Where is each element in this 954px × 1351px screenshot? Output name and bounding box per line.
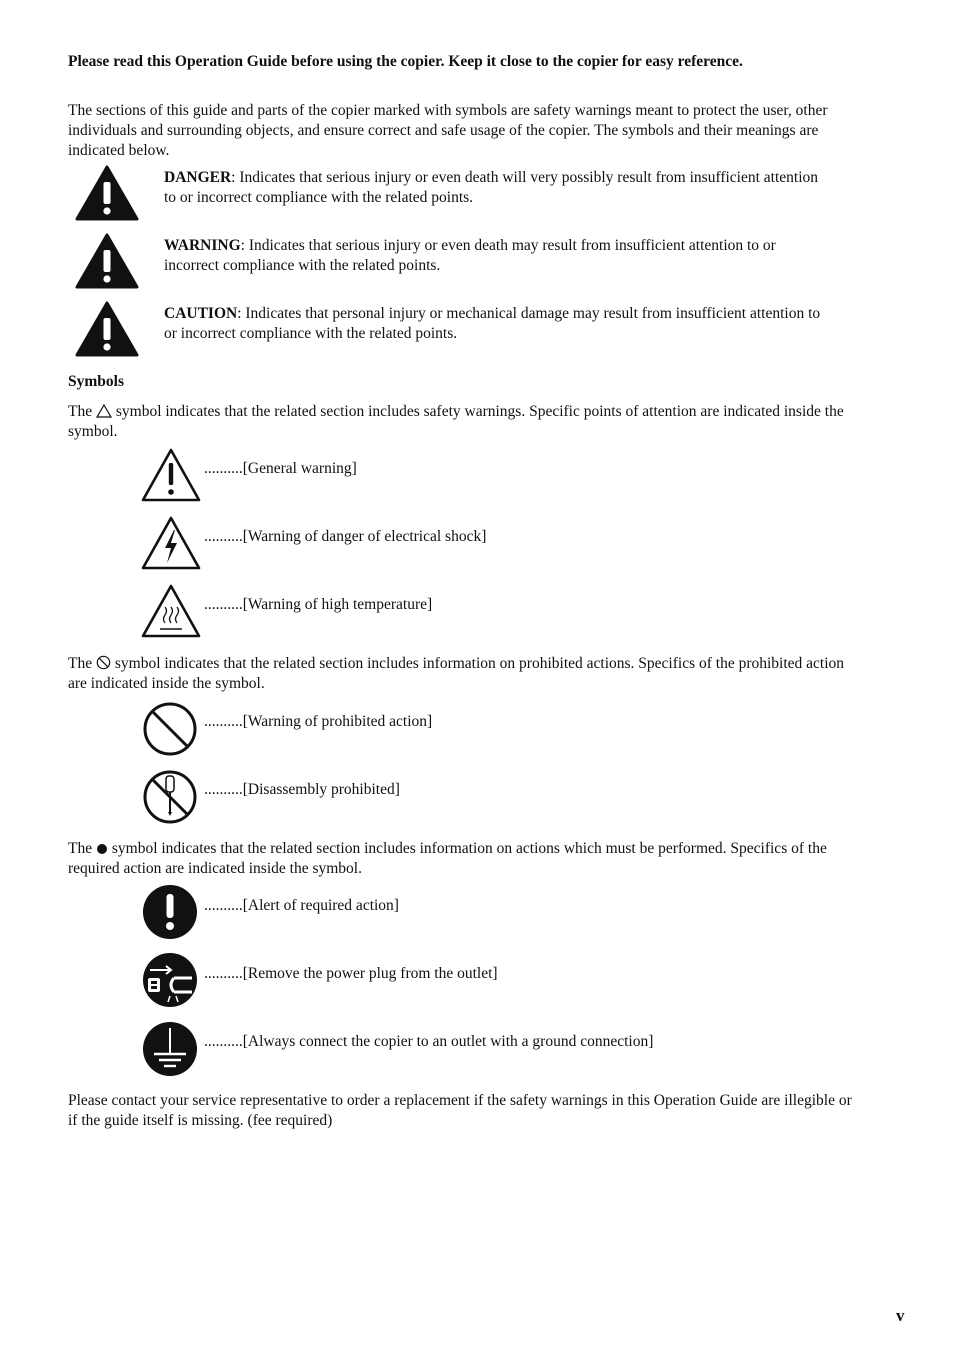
ground-connection-icon (140, 1020, 200, 1078)
general-warning-label: ..........[General warning] (204, 460, 357, 477)
warning-description (164, 236, 824, 276)
electrical-shock-icon (140, 515, 202, 571)
prohibited-before: The (68, 655, 93, 672)
triangle-explanation (68, 402, 858, 442)
caution-term: CAUTION (164, 305, 238, 322)
outline-prohibited-icon (96, 655, 111, 670)
disassembly-prohibited-icon (140, 768, 200, 826)
prohibited-action-label: ..........[Warning of prohibited action] (204, 713, 433, 730)
danger-triangle-icon (74, 164, 140, 222)
triangle-before: The (68, 403, 93, 420)
prohibited-explanation (68, 654, 858, 694)
caution-triangle-icon (74, 300, 140, 358)
required-after: symbol indicates that the related section includes information on actions which must be performed. Specifics of the required action are indicated inside the symbol. (68, 840, 827, 877)
outline-triangle-icon (96, 404, 112, 418)
high-temperature-icon (140, 583, 202, 639)
prohibited-after: symbol indicates that the related section includes information on prohibited actions. Specifics of the prohibited action are indicated inside the symbol. (68, 655, 845, 692)
required-action-label: ..........[Alert of required action] (204, 897, 399, 914)
disassembly-prohibited-label: ..........[Disassembly prohibited] (204, 781, 400, 798)
warning-term: WARNING (164, 237, 241, 254)
bold-notice: Please read this Operation Guide before using the copier. Keep it close to the copier for easy reference. (68, 53, 743, 70)
closing-paragraph: Please contact your service representative to order a replacement if the safety warnings in this Operation Guide are illegible or if the guide itself is missing. (fee required) (68, 1092, 852, 1129)
prohibited-action-icon (140, 700, 200, 758)
electrical-shock-label: ..........[Warning of danger of electrical shock] (204, 528, 487, 545)
general-warning-icon (140, 447, 202, 503)
filled-circle-icon (96, 843, 108, 855)
high-temperature-label: ..........[Warning of high temperature] (204, 596, 433, 613)
remove-plug-icon (140, 952, 200, 1010)
required-explanation (68, 839, 858, 879)
warning-text: : Indicates that serious injury or even death may result from insufficient attention to or incorrect compliance with the related points. (164, 237, 776, 274)
caution-row (74, 300, 821, 360)
remove-plug-label: ..........[Remove the power plug from the outlet] (204, 965, 498, 982)
page-number: v (896, 1306, 905, 1325)
triangle-after: symbol indicates that the related section includes safety warnings. Specific points of attention are indicated inside the symbol. (68, 403, 844, 440)
caution-description (164, 304, 824, 344)
required-before: The (68, 840, 93, 857)
warning-row (74, 232, 814, 292)
caution-text: : Indicates that personal injury or mechanical damage may result from insufficient attention to or incorrect compliance with the related points. (164, 305, 821, 342)
danger-description (164, 168, 824, 208)
required-action-icon (140, 884, 200, 942)
danger-term: DANGER (164, 169, 232, 186)
intro-paragraph: The sections of this guide and parts of the copier marked with symbols are safety warnings meant to protect the user, other individuals and surrounding objects, and ensure correct and safe usage of the copier. The symbols and their meanings are indicated below. (68, 102, 828, 159)
danger-row (74, 164, 819, 224)
ground-connection-label: ..........[Always connect the copier to an outlet with a ground connection] (204, 1033, 654, 1050)
warning-triangle-icon (74, 232, 140, 290)
symbols-heading: Symbols (68, 373, 124, 390)
danger-text: : Indicates that serious injury or even death will very possibly result from insufficient attention to or incorrect compliance with the related points. (164, 169, 819, 206)
